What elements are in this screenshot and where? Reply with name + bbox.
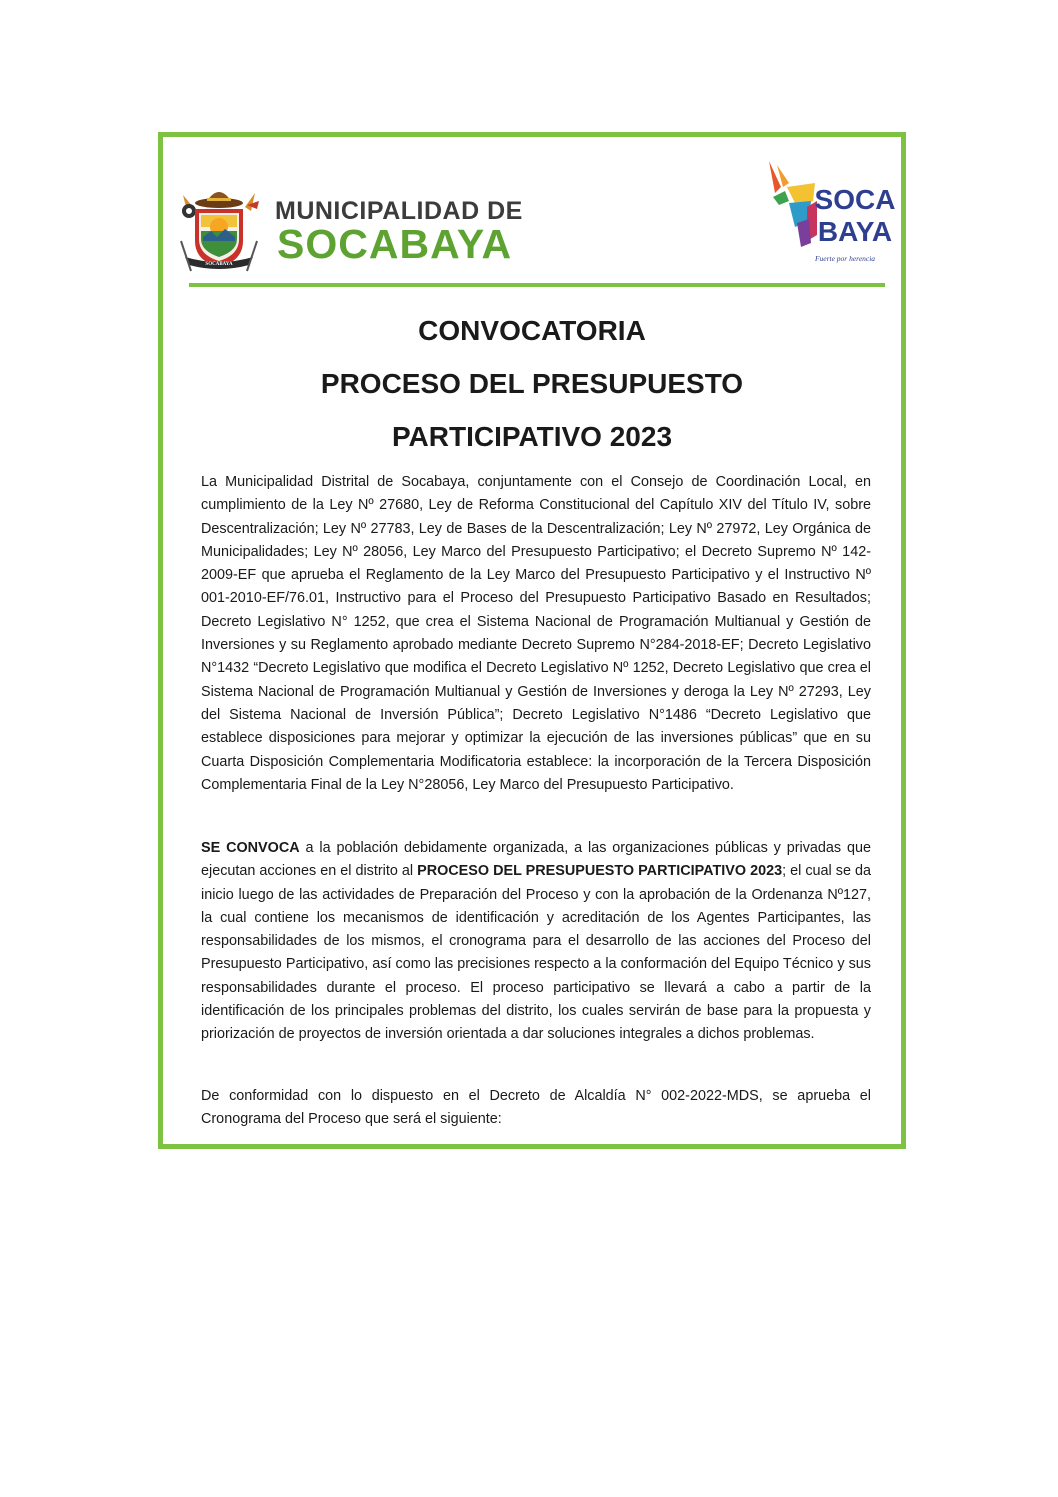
letterhead [163,137,901,287]
paragraph-legal-basis: La Municipalidad Distrital de Socabaya, conjuntamente con el Consejo de Coordinación Local, en cumplimiento de la Ley Nº 27680, Ley de Reforma Constitucional del Capítulo XIV del Título IV, sobre Descentralización; Ley Nº 27783, Ley de Bases de la Descentralización; Ley Nº 27972, Ley Orgánica de Municipalidades; Ley Nº 28056, Ley Marco del Presupuesto Participativo; el Decreto Supremo Nº 142-2009-EF que aprueba el Reglamento de la Ley Marco del Presupuesto Participativo y el Instructivo Nº 001-2010-EF/76.01, Instructivo para el Proceso del Presupuesto Participativo Basado en Resultados; Decreto Legislativo N° 1252, que crea el Sistema Nacional de Programación Multianual y Gestión de Inversiones y su Reglamento aprobado mediante Decreto Supremo N°284-2018-EF; Decreto Legislativo N°1432 “Decreto Legislativo que modifica el Decreto Legislativo Nº 1252, Decreto Legislativo que crea el Sistema Nacional de Programación Multianual y Gestión de Inversiones y deroga la Ley Nº 27293, Ley del Sistema Nacional de Inversión Pública”; Decreto Legislativo N°1486 “Decreto Legislativo que establece disposiciones para mejorar y optimizar la ejecución de las inversiones públicas” que en su Cuarta Disposición Complementaria Modificatoria establece: la incorporación de la Tercera Disposición Complementaria Final de la Ley N°28056, Ley Marco del Presupuesto Participativo. [201,474,871,793]
convoca-text-b: ; el cual se da inicio luego de las actividades de Preparación del Proceso y con la aprobación de la Ordenanza Nº127, la cual contiene los mecanismos de identificación y acreditación de los Agentes Participantes, las responsabilidades de los mismos, el cronograma para el desarrollo de las acciones del Proceso del Presupuesto Participativo, así como las precisiones respecto a la conformación del Equipo Técnico y sus responsabilidades durante el proceso. El proceso participativo se llevará a cabo a partir de la identificación de los principales problemas del distrito, los cuales servirán de base para la propuesta y priorización de proyectos de inversión orientada a dar soluciones integrales a dichos problemas. [201,863,871,1043]
crest-ribbon-text: SOCABAYA [205,262,233,267]
brand-text-line2: BAYA [817,216,893,247]
title-line1: CONVOCATORIA [418,315,646,346]
document-frame [158,132,906,1149]
title-line2: PROCESO DEL PRESUPUESTO [320,368,744,399]
convoca-process-name: PROCESO DEL PRESUPUESTO PARTICIPATIVO 2023 [417,863,783,880]
municipality-name-line2: SOCABAYA [277,221,513,267]
brand-text-line1: SOCA [814,184,896,215]
socabaya-brand-logo [767,157,896,269]
convoca-lead: SE CONVOCA [201,840,300,856]
title-line3: PARTICIPATIVO 2023 [391,421,673,452]
municipal-crest-logo [177,181,261,273]
paragraph-schedule-intro: De conformidad con lo dispuesto en el Decreto de Alcaldía N° 002-2022-MDS, se aprueba el Cronograma del Proceso que será el siguiente: [201,1088,871,1128]
convoca-text-a: a la población debidamente organizada, a las organizaciones públicas y privadas que ejecutan acciones en el distrito al [201,840,871,880]
municipality-name-line1: MUNICIPALIDAD DE [275,197,523,225]
paragraph-convocation [201,837,871,1047]
brand-tagline: Fuerte por herencia [814,254,876,263]
header-divider [189,283,885,287]
